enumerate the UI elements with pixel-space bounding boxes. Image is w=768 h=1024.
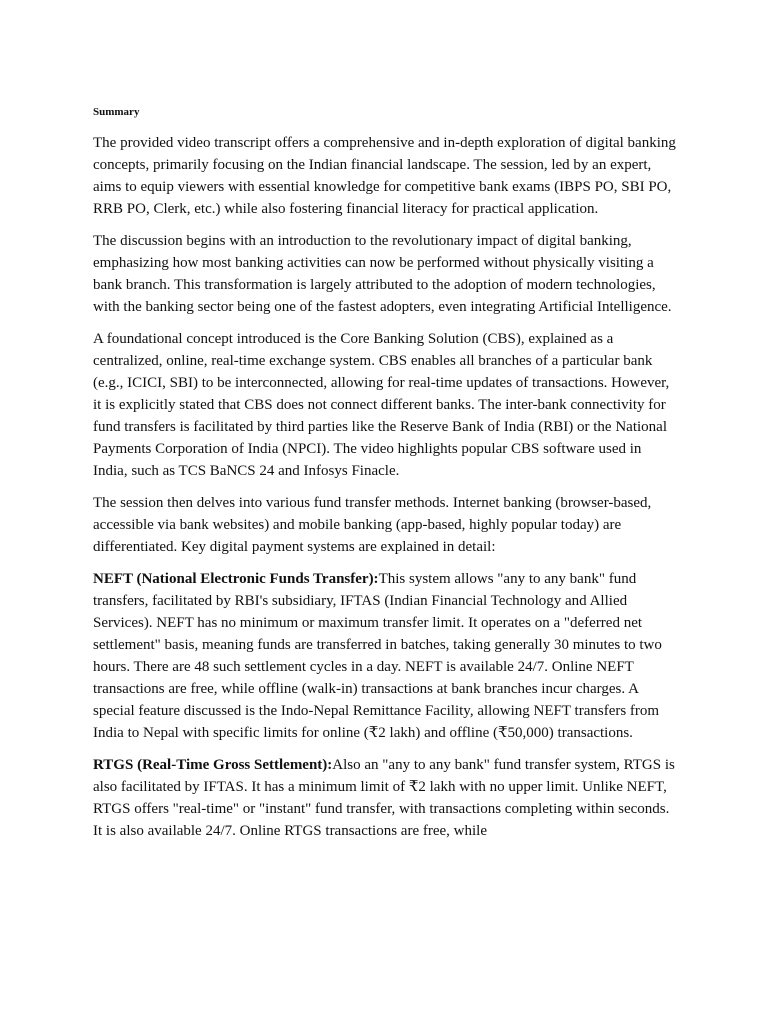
- paragraph-text: The session then delves into various fund transfer methods. Internet banking (browser-based, accessible via bank websites) and mobile banking (app-based, highly popular today) are differentiated. Key digital payment systems are explained in detail:: [93, 495, 652, 555]
- paragraph-text: The discussion begins with an introduction to the revolutionary impact of digital banking, emphasizing how most banking activities can now be performed without physically visiting a bank branch. This transformation is largely attributed to the adoption of modern technologies, with the banking sector being one of the fastest adopters, even integrating Artificial Intelligence.: [93, 233, 672, 315]
- neft-term: NEFT (National Electronic Funds Transfer):: [93, 571, 379, 587]
- paragraph-text: A foundational concept introduced is the Core Banking Solution (CBS), explained as a centralized, online, real-time exchange system. CBS enables all branches of a particular bank (e.g., ICICI, SBI) to be interconnected, allowing for real-time updates of transactions. However, it is explicitly stated that CBS does not connect different banks. The inter-bank connectivity for fund transfers is facilitated by third parties like the Reserve Bank of India (RBI) or the National Payments Corporation of India (NPCI). The video highlights popular CBS software used in India, such as TCS BaNCS 24 and Infosys Finacle.: [93, 331, 670, 479]
- paragraph-text: The provided video transcript offers a comprehensive and in-depth exploration of digital banking concepts, primarily focusing on the Indian financial landscape. The session, led by an expert, aims to equip viewers with essential knowledge for competitive bank exams (IBPS PO, SBI PO, RRB PO, Clerk, etc.) while also fostering financial literacy for practical application.: [93, 135, 676, 217]
- document-page: [93, 104, 678, 852]
- summary-heading: Summary: [93, 106, 140, 118]
- paragraph-text: Also an "any to any bank" fund transfer system, RTGS is also facilitated by IFTAS. It has a minimum limit of ₹2 lakh with no upper limit. Unlike NEFT, RTGS offers "real-time" or "instant" fund transfer, with transactions completing within seconds. It is also available 24/7. Online RTGS transactions are free, while: [93, 757, 675, 839]
- paragraph-rtgs: [93, 754, 678, 842]
- paragraph-fund-transfer: [93, 492, 678, 558]
- paragraph-neft: [93, 568, 678, 744]
- paragraph-digital-banking: [93, 230, 678, 318]
- paragraph-cbs: [93, 328, 678, 482]
- paragraph-text: This system allows "any to any bank" fund transfers, facilitated by RBI's subsidiary, IFTAS (Indian Financial Technology and Allied Services). NEFT has no minimum or maximum transfer limit. It operates on a "deferred net settlement" basis, meaning funds are transferred in batches, taking generally 30 minutes to two hours. There are 48 such settlement cycles in a day. NEFT is available 24/7. Online NEFT transactions are free, while offline (walk-in) transactions at bank branches incur charges. A special feature discussed is the Indo-Nepal Remittance Facility, allowing NEFT transfers from India to Nepal with specific limits for online (₹2 lakh) and offline (₹50,000) transactions.: [93, 571, 662, 741]
- paragraph-intro: [93, 132, 678, 220]
- rtgs-term: RTGS (Real-Time Gross Settlement):: [93, 757, 333, 773]
